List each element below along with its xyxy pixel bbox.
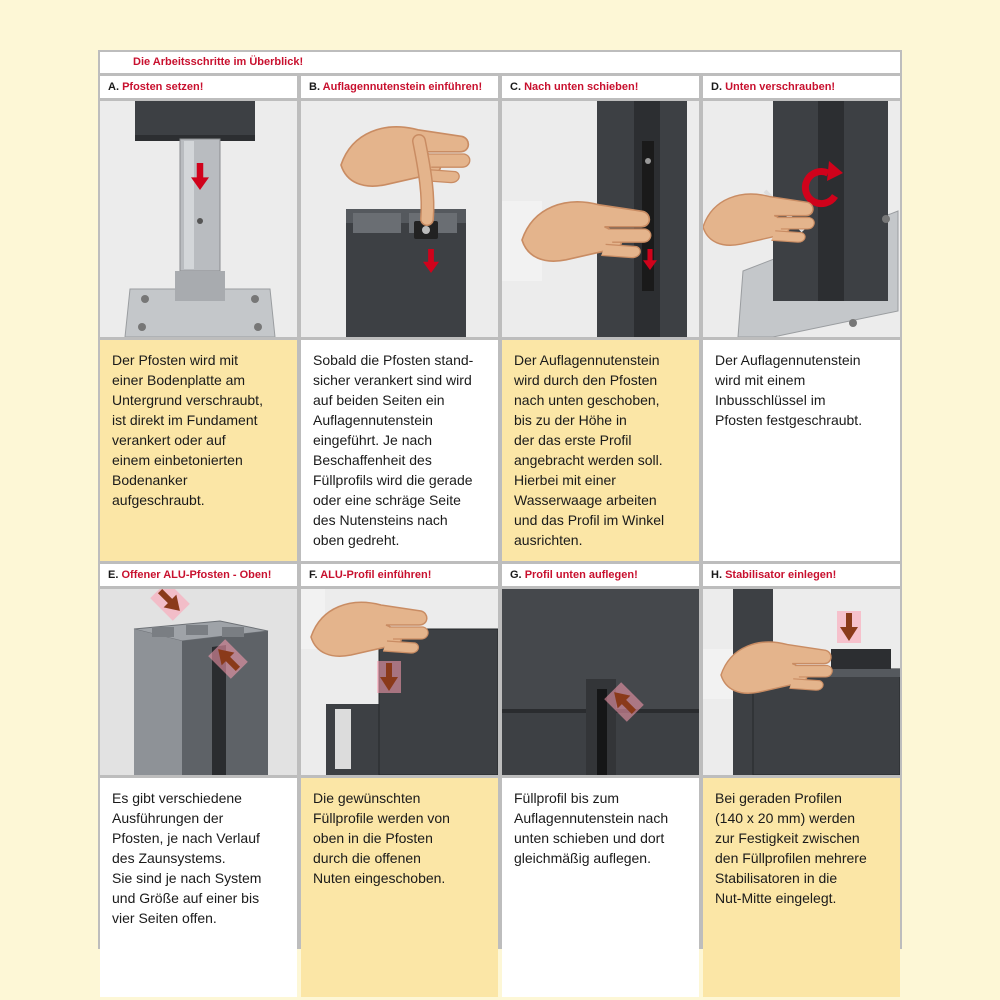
step-text-line: Pfosten, je nach Verlauf [112,830,260,846]
step-text-line: Es gibt verschiedene [112,790,242,806]
step-text-line: (140 x 20 mm) werden [715,810,856,826]
step-text-line: und das Profil im Winkel [514,512,665,528]
step-text-line: Bodenanker [112,472,188,488]
step-text-line: des Zaunsystems. [112,850,226,866]
step-text-3 [502,340,699,561]
step-header-7 [502,564,699,586]
step-header-6 [301,564,498,586]
step-text-line: der das erste Profil [514,432,632,448]
step-header-5 [100,564,297,586]
step-title: ALU-Profil einführen! [320,569,432,581]
step-header-1 [100,76,297,98]
step-text-line: Füllprofile werden von [313,810,450,826]
step-text-line: Nut-Mitte eingelegt. [715,890,837,906]
step-text-line: nach unten geschoben, [514,392,660,408]
step-text-7 [502,778,699,997]
step-title: Nach unten schieben! [524,81,639,93]
step-text-line: oder eine schräge Seite [313,492,461,508]
step-title: Profil unten auflegen! [524,569,638,581]
step-text-line: unten schieben und dort [514,830,665,846]
step-text-line: durch die offenen [313,850,421,866]
step-text-line: zur Festigkeit zwischen [715,830,860,846]
step-text-line: eingeführt. Je nach [313,432,433,448]
step-header-2 [301,76,498,98]
step-header-4 [703,76,900,98]
step-text-line: Der Auflagennutenstein [715,352,861,368]
step-text-line: Hierbei mit einer [514,472,616,488]
step-photo-5 [100,589,297,775]
step-letter: A. [108,81,119,93]
step-text-line: aufgeschraubt. [112,492,205,508]
step-title: Offener ALU-Pfosten - Oben! [121,569,272,581]
step-text-line: Nuten eingeschoben. [313,870,446,886]
step-text-8 [703,778,900,997]
overview-title: Die Arbeitsschritte im Überblick! [100,52,900,73]
step-letter: G. [510,569,522,581]
step-text-line: und Größe auf einer bis [112,890,260,906]
step-text-line: Auflagennutenstein [313,412,433,428]
step-text-line: ist direkt im Fundament [112,412,258,428]
step-letter: D. [711,81,722,93]
step-text-line: oben in die Pfosten [313,830,433,846]
step-header-3 [502,76,699,98]
step-text-4 [703,340,900,561]
step-text-line: Wasserwaage arbeiten [514,492,657,508]
step-text-1 [100,340,297,561]
step-text-line: auf beiden Seiten ein [313,392,445,408]
instruction-grid [98,50,902,949]
step-text-line: vier Seiten offen. [112,910,217,926]
step-text-line: sicher verankert sind wird [313,372,472,388]
step-text-line: gleichmäßig auflegen. [514,850,651,866]
step-photo-6 [301,589,498,775]
step-text-line: Beschaffenheit des [313,452,432,468]
step-letter: F. [309,569,318,581]
step-photo-2 [301,101,498,337]
step-text-line: bis zu der Höhe in [514,412,627,428]
step-text-line: Auflagennutenstein nach [514,810,669,826]
step-header-8 [703,564,900,586]
step-photo-4 [703,101,900,337]
step-text-line: Untergrund verschraubt, [112,392,263,408]
step-title: Pfosten setzen! [122,81,204,93]
step-text-5 [100,778,297,997]
step-title: Stabilisator einlegen! [725,569,837,581]
step-letter: C. [510,81,521,93]
step-text-line: einem einbetonierten [112,452,243,468]
step-text-line: Ausführungen der [112,810,224,826]
step-text-line: Stabilisatoren in die [715,870,838,886]
step-text-line: wird mit einem [715,372,806,388]
step-title: Unten verschrauben! [725,81,836,93]
step-text-line: Sie sind je nach System [112,870,262,886]
step-photo-7 [502,589,699,775]
step-letter: E. [108,569,119,581]
step-text-line: verankert oder auf [112,432,226,448]
step-text-line: oben gedreht. [313,532,400,548]
step-text-line: wird durch den Pfosten [514,372,658,388]
step-text-line: den Füllprofilen mehrere [715,850,867,866]
step-text-line: Der Auflagennutenstein [514,352,660,368]
step-photo-1 [100,101,297,337]
step-text-line: Pfosten festgeschraubt. [715,412,863,428]
step-photo-3 [502,101,699,337]
step-text-line: des Nutensteins nach [313,512,448,528]
step-text-line: Bei geraden Profilen [715,790,842,806]
step-photo-8 [703,589,900,775]
step-text-line: Die gewünschten [313,790,421,806]
step-text-line: einer Bodenplatte am [112,372,246,388]
step-text-line: Füllprofils wird die gerade [313,472,473,488]
step-title: Auflagennutenstein einführen! [322,81,483,93]
step-text-line: Sobald die Pfosten stand- [313,352,474,368]
step-text-line: Der Pfosten wird mit [112,352,239,368]
step-text-line: Füllprofil bis zum [514,790,620,806]
step-letter: B. [309,81,320,93]
step-text-line: Inbusschlüssel im [715,392,826,408]
step-text-line: ausrichten. [514,532,583,548]
step-text-6 [301,778,498,997]
step-text-line: angebracht werden soll. [514,452,663,468]
step-letter: H. [711,569,722,581]
step-text-2 [301,340,498,561]
